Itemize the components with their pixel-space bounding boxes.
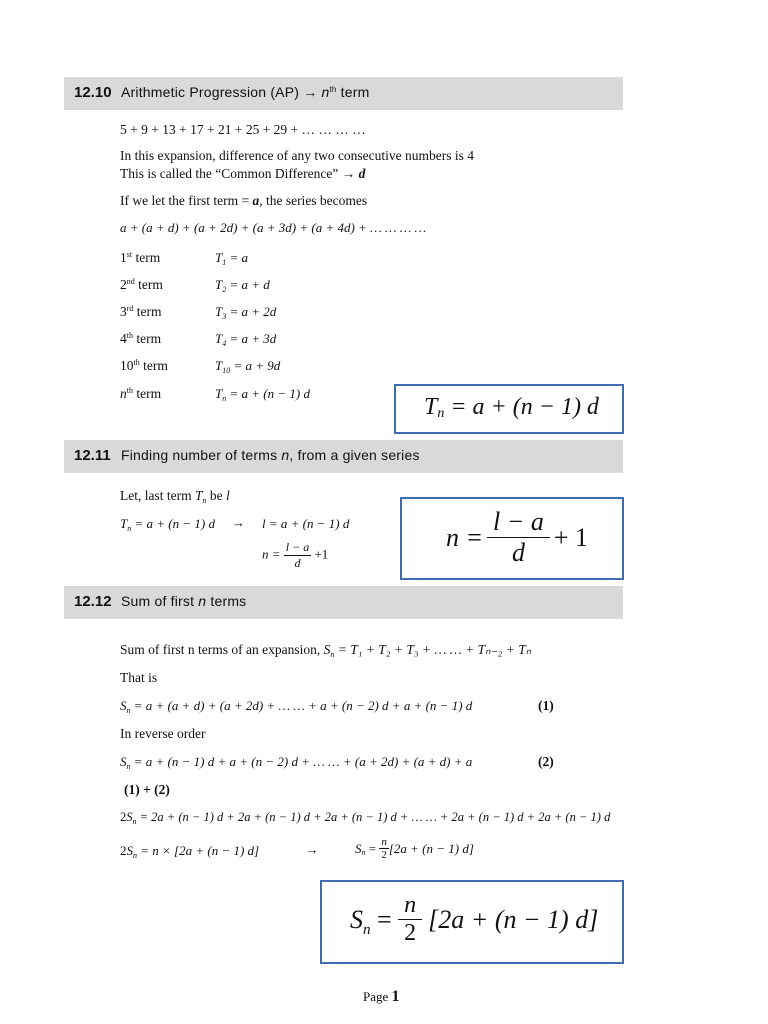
section-title: Finding number of terms n, from a given series xyxy=(121,447,420,463)
section-title: Sum of first n terms xyxy=(121,593,247,609)
section-number: 12.10 xyxy=(74,84,112,101)
equation-1-number: (1) xyxy=(538,698,554,713)
term-label: 4th term xyxy=(120,331,162,346)
that-is-text: That is xyxy=(120,670,158,685)
page-footer: Page 1 xyxy=(363,988,400,1005)
section-title: Arithmetic Progression $(AP) \to n^{th}$ term xyxy=(121,84,370,100)
section-header-12-12 xyxy=(64,586,623,619)
last-term-text: Let, last term $T_n$ be l xyxy=(120,488,230,505)
term-label: 2nd term xyxy=(120,277,163,292)
equation-2: $S_n = a + (n - 1) d + a + (n - 2) d$ + … … + (a + 2d) + (a + d) + a xyxy=(120,754,473,771)
term-equation: $T_2 = a + d$ xyxy=(215,277,270,294)
n-equation: n = $\frac{l - a}{d}$ +1 xyxy=(262,540,329,570)
term-equation: $T_3 = a + 2d$ xyxy=(215,304,277,321)
nth-term-formula-box xyxy=(394,384,624,434)
equation-2-number: (2) xyxy=(538,754,554,769)
l-equation: l = a + (n − 1) d xyxy=(262,516,350,531)
term-label: 3rd term xyxy=(120,304,162,319)
term-label: 10th term xyxy=(120,358,168,373)
section-header-12-10 xyxy=(64,77,623,110)
sum-intro-text: Sum of first n terms of an expansion, $S_n = T_1 + T_2 + T_3$ + … … + Tₙ₋₂ + Tₙ xyxy=(120,642,532,659)
nth-term-formula: $T_n = a + (n - 1)$ d xyxy=(424,394,599,421)
reverse-order-text: In reverse order xyxy=(120,726,206,741)
sum-formula: S $_n$ = $\frac{n}{2}$ [2a + (n − 1) d] xyxy=(350,892,599,946)
term-label: $n^{th}$ term xyxy=(120,386,162,401)
section-header-12-11 xyxy=(64,440,623,473)
number-of-terms-formula-box xyxy=(400,497,624,580)
first-term-text: If we let the first term = a, the series becomes xyxy=(120,193,368,208)
sum-of-equations-label: (1) + (2) xyxy=(124,782,170,797)
section-number: 12.11 xyxy=(74,447,111,464)
section-number: 12.12 xyxy=(74,593,112,610)
equation-3: $2S_n = 2a + (n - 1) d + 2a + (n - 1) d + 2a + (n - 1) d$ + … … + 2a + (n − 1) d + 2a + (n − 1) d xyxy=(120,810,611,826)
term-equation: $T_{10} = a + 9d$ xyxy=(215,358,281,375)
number-of-terms-formula: n = $\frac{l - a}{d}$ + 1 xyxy=(446,507,588,567)
equation-1: $S_n = a + (a + d) + (a + 2d)$ + … … + a + (n − 2) d + a + (n − 1) d xyxy=(120,698,473,715)
term-equation: $T_1 = a$ xyxy=(215,250,249,267)
term-equation: $T_4 = a + 3d$ xyxy=(215,331,277,348)
tn-equation: $T_n = a + (n - 1)$ d xyxy=(120,516,215,533)
term-equation: $T_n = a + (n - 1)$ d xyxy=(215,386,310,403)
equation-4: $2S_n = n \times [2a + (n - 1)$ d] xyxy=(120,843,260,860)
sum-result: S $_n$ = $\frac{n}{2}$ [2a + (n − 1) d] xyxy=(355,836,474,861)
sum-formula-box xyxy=(320,880,624,964)
term-label: 1st term xyxy=(120,250,161,265)
common-difference-text: This is called the “Common Difference” → d xyxy=(120,166,366,181)
general-series: a + (a + d) + (a + 2d) + (a + 3d) + (a + 4d) + … … … … xyxy=(120,220,427,235)
numeric-series: 5 + 9 + 13 + 17 + 21 + 25 + 29 + … … … … xyxy=(120,122,366,137)
arrow: → xyxy=(305,842,319,857)
difference-text: In this expansion, difference of any two consecutive numbers is 4 xyxy=(120,148,475,163)
arrow: → xyxy=(232,515,245,530)
